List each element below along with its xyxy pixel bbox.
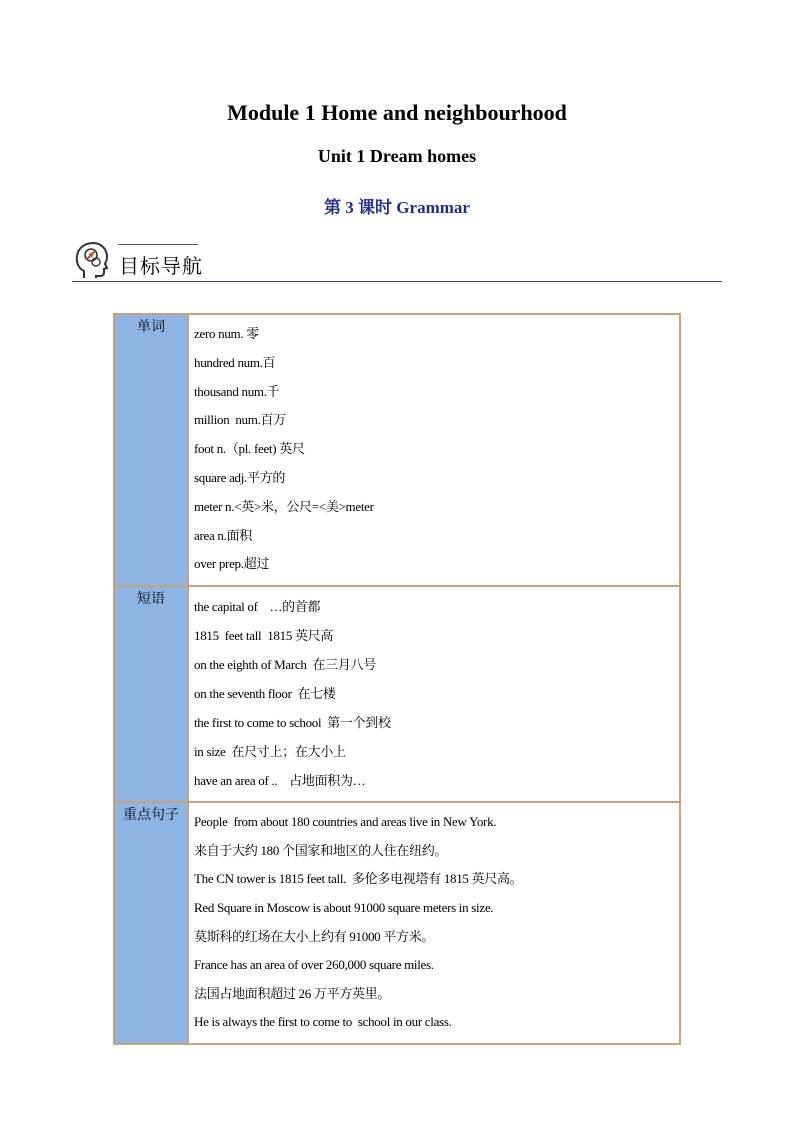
list-item: 法国占地面积超过 26 万平方英里。 (194, 985, 391, 1001)
unit-subtitle: Unit 1 Dream homes (317, 146, 477, 166)
table-row-vocabulary (114, 314, 680, 586)
list-item: France has an area of over 260,000 square miles. (194, 957, 434, 973)
row-label: 重点句子 (114, 802, 188, 1044)
list-item: People from about 180 countries and areas live in New York. (194, 814, 497, 830)
list-item: thousand num.千 (194, 383, 280, 399)
row-label: 单词 (114, 314, 188, 586)
list-item: zero num. 零 (194, 326, 259, 341)
list-item: meter n.<英>米，公尺=<美>meter (194, 498, 374, 514)
list-item: the first to come to school 第一个到校 (194, 715, 391, 731)
target-table (113, 313, 681, 1045)
document-title: Module 1 Home and neighbourhood (227, 100, 567, 125)
list-item: over prep.超过 (194, 556, 270, 572)
row-label: 短语 (114, 586, 188, 802)
list-item: on the seventh floor 在七楼 (194, 686, 336, 702)
table-row-phrases (114, 586, 680, 802)
row-content (188, 802, 680, 1044)
section-header (72, 238, 722, 284)
table-row-key-sentences (114, 802, 680, 1044)
list-item: Red Square in Moscow is about 91000 square meters in size. (194, 899, 494, 915)
list-item: The CN tower is 1815 feet tall. 多伦多电视塔有 1815 英尺高。 (194, 871, 523, 887)
section-title: 目标导航 (119, 254, 203, 278)
list-item: foot n.（pl. feet) 英尺 (194, 441, 305, 457)
head-gears-icon (74, 240, 110, 280)
section-overline (118, 244, 198, 245)
row-content (188, 314, 680, 586)
list-item: have an area of .. 占地面积为… (194, 773, 366, 789)
list-item: area n.面积 (194, 527, 252, 543)
row-content (188, 586, 680, 802)
list-item: hundred num.百 (194, 354, 276, 370)
list-item: He is always the first to come to school in our class. (194, 1014, 452, 1030)
list-item: the capital of …的首都 (194, 599, 321, 615)
lesson-heading: 第 3 课时 Grammar (324, 198, 470, 217)
section-rule (72, 281, 722, 282)
list-item: in size 在尺寸上；在大小上 (194, 744, 346, 760)
list-item: million num.百万 (194, 412, 286, 428)
list-item: on the eighth of March 在三月八号 (194, 657, 376, 673)
list-item: 莫斯科的红场在大小上约有 91000 平方米。 (194, 928, 435, 944)
list-item: 来自于大约 180 个国家和地区的人住在纽约。 (194, 842, 448, 858)
list-item: 1815 feet tall 1815 英尺高 (194, 628, 334, 644)
list-item: square adj.平方的 (194, 469, 286, 485)
